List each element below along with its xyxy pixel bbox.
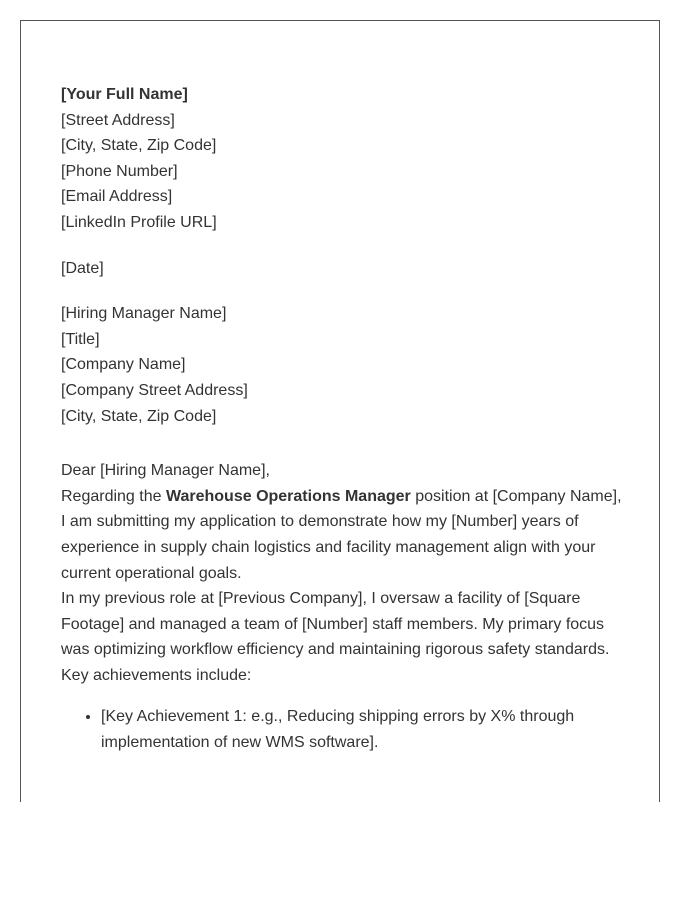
sender-phone: [Phone Number] (61, 162, 178, 180)
recipient-block (61, 301, 626, 429)
recipient-company: [Company Name] (61, 356, 186, 374)
paragraph-intro-rest: position at [Company Name], I am submitting my application to demonstrate how my [Number] years of experience in supply chain logistics and facility management align with your current operational goals. (61, 487, 622, 582)
sender-email: [Email Address] (61, 188, 173, 206)
recipient-city-state-zip: [City, State, Zip Code] (61, 407, 217, 425)
sender-full-name: [Your Full Name] (61, 86, 188, 103)
recipient-name: [Hiring Manager Name] (61, 305, 227, 323)
sender-street: [Street Address] (61, 111, 175, 129)
salutation-block (61, 458, 626, 484)
sender-linkedin: [LinkedIn Profile URL] (61, 213, 217, 231)
sender-city-state-zip: [City, State, Zip Code] (61, 137, 217, 155)
sender-block (61, 82, 626, 236)
date-block (61, 256, 626, 282)
achievement-item: • [Key Achievement 1: e.g., Reducing shipping errors by X% through implementation of new WMS software]. (101, 704, 626, 755)
salutation: Dear [Hiring Manager Name], (61, 462, 270, 480)
recipient-title: [Title] (61, 330, 100, 348)
recipient-street: [Company Street Address] (61, 381, 248, 399)
letter-date: [Date] (61, 259, 104, 277)
paragraph-intro (61, 484, 626, 586)
achievements-list (61, 704, 626, 755)
paragraph-experience: In my previous role at [Previous Company], I oversaw a facility of [Square Footage] and managed a team of [Number] staff members. My primary focus was optimizing workflow efficiency and maintaining rigorous safety standards. Key achievements include: (61, 590, 610, 684)
letter-page (20, 20, 660, 802)
paragraph-intro-lead: Regarding the (61, 487, 166, 505)
letter-content (61, 82, 626, 756)
job-title: Warehouse Operations Manager (165, 487, 411, 505)
